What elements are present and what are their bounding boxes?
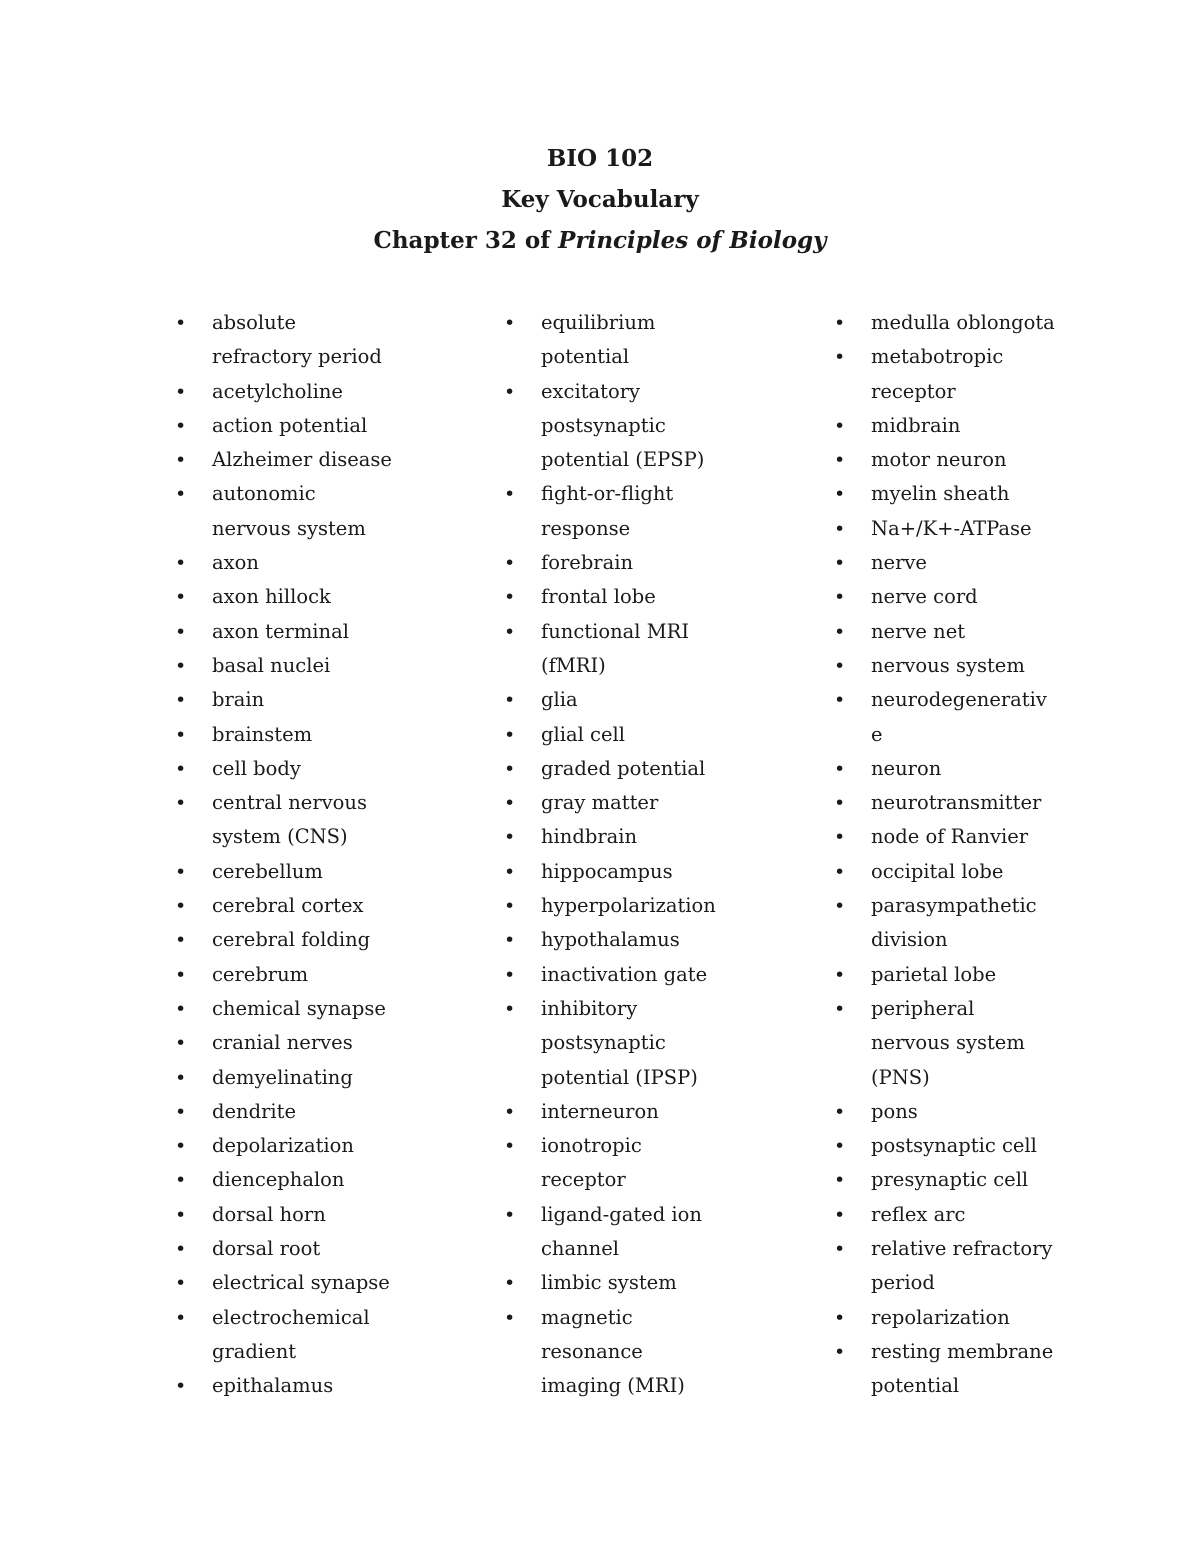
vocabulary-term-line: • inhibitory bbox=[541, 996, 638, 1020]
vocabulary-term bbox=[175, 1232, 392, 1266]
vocabulary-term-line: • parasympathetic bbox=[871, 894, 1037, 918]
vocabulary-term-line: • basal nuclei bbox=[212, 653, 331, 677]
vocabulary-term-line: • resting membrane bbox=[871, 1339, 1054, 1363]
vocabulary-term-line: • cerebral folding bbox=[212, 928, 371, 952]
vocabulary-term-line: • fight-or-flight bbox=[541, 482, 674, 506]
vocabulary-term-line: • nerve bbox=[871, 551, 927, 575]
vocabulary-term bbox=[834, 1335, 1055, 1404]
book-title: Principles of Biology bbox=[558, 227, 827, 254]
vocabulary-term-line: • central nervous bbox=[212, 791, 367, 815]
vocabulary-term bbox=[834, 443, 1055, 477]
vocabulary-term-line: potential (IPSP) bbox=[541, 1065, 698, 1089]
vocabulary-term-line: • cerebellum bbox=[212, 859, 323, 883]
vocabulary-term bbox=[834, 409, 1055, 443]
vocabulary-term bbox=[175, 1129, 392, 1163]
document-header bbox=[0, 138, 1200, 261]
vocabulary-term-line: refractory period bbox=[212, 345, 382, 369]
vocabulary-term-line: • functional MRI bbox=[541, 619, 690, 643]
vocabulary-term bbox=[175, 375, 392, 409]
vocabulary-term-line: • interneuron bbox=[541, 1099, 659, 1123]
vocabulary-term-line: • depolarization bbox=[212, 1134, 354, 1158]
vocabulary-term-line: • limbic system bbox=[541, 1271, 677, 1295]
vocabulary-term-line: • cell body bbox=[212, 756, 301, 780]
vocabulary-term-line: • nerve net bbox=[871, 619, 966, 643]
vocabulary-term bbox=[504, 375, 716, 478]
chapter-prefix: Chapter 32 of bbox=[373, 227, 559, 254]
vocabulary-term bbox=[504, 477, 716, 546]
vocabulary-term bbox=[175, 1095, 392, 1129]
vocabulary-term-line: • electrochemical bbox=[212, 1305, 370, 1329]
vocabulary-term bbox=[175, 546, 392, 580]
vocabulary-term-line: • graded potential bbox=[541, 756, 706, 780]
vocabulary-term-line: • myelin sheath bbox=[871, 482, 1010, 506]
vocabulary-term bbox=[504, 923, 716, 957]
vocabulary-term bbox=[504, 1301, 716, 1404]
vocabulary-term-line: division bbox=[871, 928, 948, 952]
vocabulary-term bbox=[834, 1095, 1055, 1129]
vocabulary-term bbox=[175, 306, 392, 375]
vocabulary-term bbox=[834, 1129, 1055, 1163]
vocabulary-term-line: • magnetic bbox=[541, 1305, 633, 1329]
vocabulary-term bbox=[834, 580, 1055, 614]
vocabulary-term bbox=[175, 1163, 392, 1197]
vocabulary-term-line: response bbox=[541, 516, 631, 540]
vocabulary-term-line: • pons bbox=[871, 1099, 918, 1123]
vocabulary-term bbox=[834, 855, 1055, 889]
vocabulary-term bbox=[175, 1198, 392, 1232]
vocabulary-term bbox=[175, 443, 392, 477]
vocabulary-term bbox=[175, 786, 392, 855]
vocabulary-term-line: channel bbox=[541, 1237, 619, 1261]
vocabulary-term bbox=[504, 683, 716, 717]
vocabulary-term-line: • relative refractory bbox=[871, 1237, 1053, 1261]
vocabulary-term-line: • neurotransmitter bbox=[871, 791, 1042, 815]
vocabulary-term-line: • brain bbox=[212, 688, 265, 712]
vocabulary-term-line: • medulla oblongota bbox=[871, 311, 1055, 334]
vocabulary-term-line: • absolute bbox=[212, 311, 297, 334]
vocabulary-term-line: • frontal lobe bbox=[541, 585, 656, 609]
vocabulary-term-line: • repolarization bbox=[871, 1305, 1010, 1329]
vocabulary-term-line: (PNS) bbox=[871, 1065, 930, 1089]
vocabulary-term-line: potential bbox=[871, 1374, 960, 1398]
vocabulary-term bbox=[504, 615, 716, 684]
vocabulary-term bbox=[834, 615, 1055, 649]
vocabulary-term-line: potential bbox=[541, 345, 630, 369]
vocabulary-term-line: • demyelinating bbox=[212, 1065, 353, 1089]
vocabulary-term bbox=[175, 683, 392, 717]
vocabulary-term bbox=[504, 752, 716, 786]
vocabulary-term-line: • axon bbox=[212, 551, 259, 575]
vocabulary-term bbox=[175, 615, 392, 649]
vocabulary-term-line: nervous system bbox=[871, 1031, 1025, 1055]
vocabulary-term-line: • action potential bbox=[212, 413, 368, 437]
vocabulary-term bbox=[175, 958, 392, 992]
vocabulary-term-line: • nerve cord bbox=[871, 585, 978, 609]
vocabulary-term-line: • presynaptic cell bbox=[871, 1168, 1029, 1192]
vocabulary-term bbox=[834, 958, 1055, 992]
vocabulary-term-line: • glia bbox=[541, 688, 578, 712]
vocabulary-column-3 bbox=[834, 306, 1055, 1404]
vocabulary-term-line: • excitatory bbox=[541, 379, 641, 403]
vocabulary-term-line: • occipital lobe bbox=[871, 859, 1004, 883]
vocabulary-term-line: receptor bbox=[871, 379, 956, 403]
vocabulary-term bbox=[834, 649, 1055, 683]
vocabulary-term bbox=[504, 1266, 716, 1300]
vocabulary-term bbox=[175, 752, 392, 786]
vocabulary-term-line: • cerebrum bbox=[212, 962, 309, 986]
vocabulary-term bbox=[175, 1301, 392, 1370]
vocabulary-term-line: • dorsal root bbox=[212, 1237, 321, 1261]
vocabulary-term bbox=[504, 546, 716, 580]
vocabulary-term bbox=[175, 409, 392, 443]
vocabulary-term-line: • axon terminal bbox=[212, 619, 349, 643]
vocabulary-term-line: • neuron bbox=[871, 756, 942, 780]
vocabulary-term-line: • node of Ranvier bbox=[871, 825, 1029, 849]
vocabulary-term bbox=[504, 306, 716, 375]
vocabulary-term-line: (fMRI) bbox=[541, 653, 606, 677]
vocabulary-term-line: • peripheral bbox=[871, 996, 975, 1020]
vocabulary-term-line: potential (EPSP) bbox=[541, 448, 705, 472]
vocabulary-column-1 bbox=[175, 306, 392, 1404]
vocabulary-term bbox=[175, 992, 392, 1026]
vocabulary-term-line: • cranial nerves bbox=[212, 1031, 353, 1055]
vocabulary-term bbox=[834, 752, 1055, 786]
vocabulary-term-line: • brainstem bbox=[212, 722, 313, 746]
vocabulary-term-line: • autonomic bbox=[212, 482, 316, 506]
vocabulary-term bbox=[504, 992, 716, 1095]
vocabulary-term bbox=[834, 512, 1055, 546]
vocabulary-term bbox=[834, 1232, 1055, 1301]
vocabulary-term-line: • hypothalamus bbox=[541, 928, 680, 952]
vocabulary-term bbox=[175, 1061, 392, 1095]
vocabulary-term bbox=[175, 580, 392, 614]
vocabulary-term-line: • diencephalon bbox=[212, 1168, 345, 1192]
vocabulary-term bbox=[504, 580, 716, 614]
vocabulary-term bbox=[175, 923, 392, 957]
vocabulary-term bbox=[834, 546, 1055, 580]
vocabulary-term-line: • parietal lobe bbox=[871, 962, 997, 986]
vocabulary-term bbox=[175, 718, 392, 752]
vocabulary-term-line: • Alzheimer disease bbox=[212, 448, 392, 472]
vocabulary-term-line: • epithalamus bbox=[212, 1374, 334, 1398]
vocabulary-term bbox=[504, 855, 716, 889]
vocabulary-term bbox=[834, 889, 1055, 958]
document-subtitle: Key Vocabulary bbox=[501, 186, 699, 213]
course-title: BIO 102 bbox=[546, 145, 654, 172]
vocabulary-term-line: • hyperpolarization bbox=[541, 894, 716, 918]
vocabulary-term-line: gradient bbox=[212, 1339, 297, 1363]
vocabulary-term-line: • forebrain bbox=[541, 551, 634, 575]
vocabulary-term bbox=[834, 786, 1055, 820]
vocabulary-term bbox=[834, 306, 1055, 340]
vocabulary-term bbox=[504, 958, 716, 992]
vocabulary-term bbox=[504, 820, 716, 854]
vocabulary-term bbox=[834, 1198, 1055, 1232]
vocabulary-term-line: resonance bbox=[541, 1339, 643, 1363]
vocabulary-term-line: postsynaptic bbox=[541, 1031, 666, 1055]
vocabulary-term-line: system (CNS) bbox=[212, 825, 348, 849]
vocabulary-term bbox=[175, 1266, 392, 1300]
vocabulary-term bbox=[834, 992, 1055, 1095]
vocabulary-term bbox=[834, 477, 1055, 511]
vocabulary-term bbox=[834, 683, 1055, 752]
vocabulary-term-line: • equilibrium bbox=[541, 311, 656, 334]
vocabulary-term-line: e bbox=[871, 722, 883, 746]
vocabulary-term-line: • Na+/K+-ATPase bbox=[871, 516, 1032, 540]
vocabulary-term bbox=[504, 889, 716, 923]
vocabulary-term-line: • cerebral cortex bbox=[212, 894, 364, 918]
vocabulary-term bbox=[175, 855, 392, 889]
vocabulary-term bbox=[504, 718, 716, 752]
vocabulary-term-line: • hindbrain bbox=[541, 825, 638, 849]
vocabulary-term bbox=[175, 649, 392, 683]
vocabulary-column-2 bbox=[504, 306, 716, 1404]
vocabulary-term-line: • chemical synapse bbox=[212, 996, 386, 1020]
vocabulary-term-line: • neurodegenerativ bbox=[871, 688, 1047, 712]
vocabulary-term bbox=[175, 889, 392, 923]
vocabulary-term-line: • ligand-gated ion bbox=[541, 1202, 702, 1226]
vocabulary-term-line: • motor neuron bbox=[871, 448, 1007, 472]
vocabulary-term-line: • inactivation gate bbox=[541, 962, 708, 986]
chapter-line bbox=[0, 220, 1200, 261]
vocabulary-term-line: receptor bbox=[541, 1168, 626, 1192]
vocabulary-term bbox=[504, 1095, 716, 1129]
vocabulary-term bbox=[834, 1301, 1055, 1335]
vocabulary-term-line: • midbrain bbox=[871, 413, 961, 437]
vocabulary-term-line: • gray matter bbox=[541, 791, 659, 815]
vocabulary-term bbox=[504, 1129, 716, 1198]
vocabulary-term-line: • hippocampus bbox=[541, 859, 673, 883]
vocabulary-term-line: • postsynaptic cell bbox=[871, 1134, 1037, 1158]
vocabulary-term-line: • dorsal horn bbox=[212, 1202, 326, 1226]
vocabulary-term-line: postsynaptic bbox=[541, 413, 666, 437]
vocabulary-term-line: • reflex arc bbox=[871, 1202, 966, 1226]
vocabulary-term-line: • axon hillock bbox=[212, 585, 331, 609]
vocabulary-term-line: imaging (MRI) bbox=[541, 1374, 685, 1398]
vocabulary-term-line: nervous system bbox=[212, 516, 366, 540]
vocabulary-term-line: • acetylcholine bbox=[212, 379, 343, 403]
vocabulary-term-line: • metabotropic bbox=[871, 345, 1004, 369]
vocabulary-term-line: • electrical synapse bbox=[212, 1271, 390, 1295]
vocabulary-term bbox=[834, 820, 1055, 854]
vocabulary-term-line: • dendrite bbox=[212, 1099, 296, 1123]
vocabulary-term bbox=[504, 1198, 716, 1267]
vocabulary-term-line: • nervous system bbox=[871, 653, 1025, 677]
vocabulary-term-line: • ionotropic bbox=[541, 1134, 642, 1158]
vocabulary-term bbox=[834, 1163, 1055, 1197]
vocabulary-term bbox=[175, 1026, 392, 1060]
vocabulary-term-line: period bbox=[871, 1271, 935, 1295]
vocabulary-term bbox=[175, 477, 392, 546]
vocabulary-term bbox=[834, 340, 1055, 409]
vocabulary-term bbox=[504, 786, 716, 820]
vocabulary-term-line: • glial cell bbox=[541, 722, 625, 746]
vocabulary-term bbox=[175, 1369, 392, 1403]
